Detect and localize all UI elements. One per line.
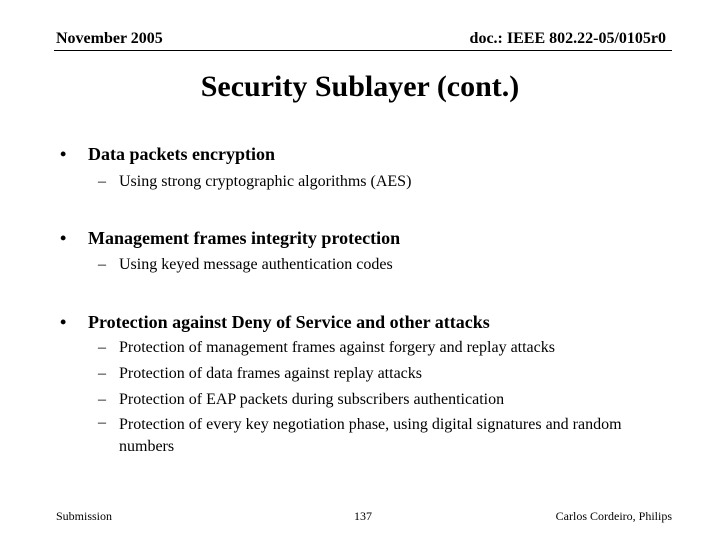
dash-icon: –: [98, 414, 106, 431]
bullet-text: Data packets encryption: [88, 144, 275, 164]
footer-submission: Submission: [56, 509, 113, 523]
sub-bullet: [98, 339, 555, 357]
bullet-icon: •: [60, 228, 67, 248]
sub-bullet: [98, 173, 411, 191]
bullet-management-frames-integrity: [60, 228, 400, 249]
bullet-dos-protection: [60, 312, 490, 333]
sub-bullet: [98, 256, 393, 274]
bullet-text: Protection against Deny of Service and other attacks: [88, 312, 490, 332]
sub-bullet: [98, 414, 638, 458]
slide-title: Security Sublayer (cont.): [200, 70, 520, 103]
header-doc-id: doc.: IEEE 802.22-05/0105r0: [469, 30, 666, 47]
dash-icon: –: [98, 339, 106, 356]
sub-bullet: [98, 391, 504, 409]
sub-bullet-text: Using keyed message authentication codes: [119, 256, 393, 273]
bullet-data-packets-encryption: [60, 144, 275, 165]
bullet-text: Management frames integrity protection: [88, 228, 401, 248]
sub-bullet-text: Protection of every key negotiation phase, using digital signatures and random numbers: [119, 416, 622, 455]
header-divider: [54, 50, 672, 51]
footer-page-number: 137: [354, 509, 372, 523]
sub-bullet-text: Protection of EAP packets during subscribers authentication: [119, 391, 505, 408]
sub-bullet-text: Using strong cryptographic algorithms (AES): [119, 173, 412, 190]
footer-author: Carlos Cordeiro, Philips: [555, 509, 672, 523]
dash-icon: –: [98, 391, 106, 408]
bullet-icon: •: [60, 144, 67, 164]
dash-icon: –: [98, 365, 106, 382]
bullet-icon: •: [60, 312, 67, 332]
sub-bullet-text: Protection of management frames against forgery and replay attacks: [119, 339, 555, 356]
sub-bullet: [98, 365, 422, 383]
header-date: November 2005: [56, 30, 163, 47]
dash-icon: –: [98, 256, 106, 273]
sub-bullet-text: Protection of data frames against replay attacks: [119, 365, 422, 382]
dash-icon: –: [98, 173, 106, 190]
